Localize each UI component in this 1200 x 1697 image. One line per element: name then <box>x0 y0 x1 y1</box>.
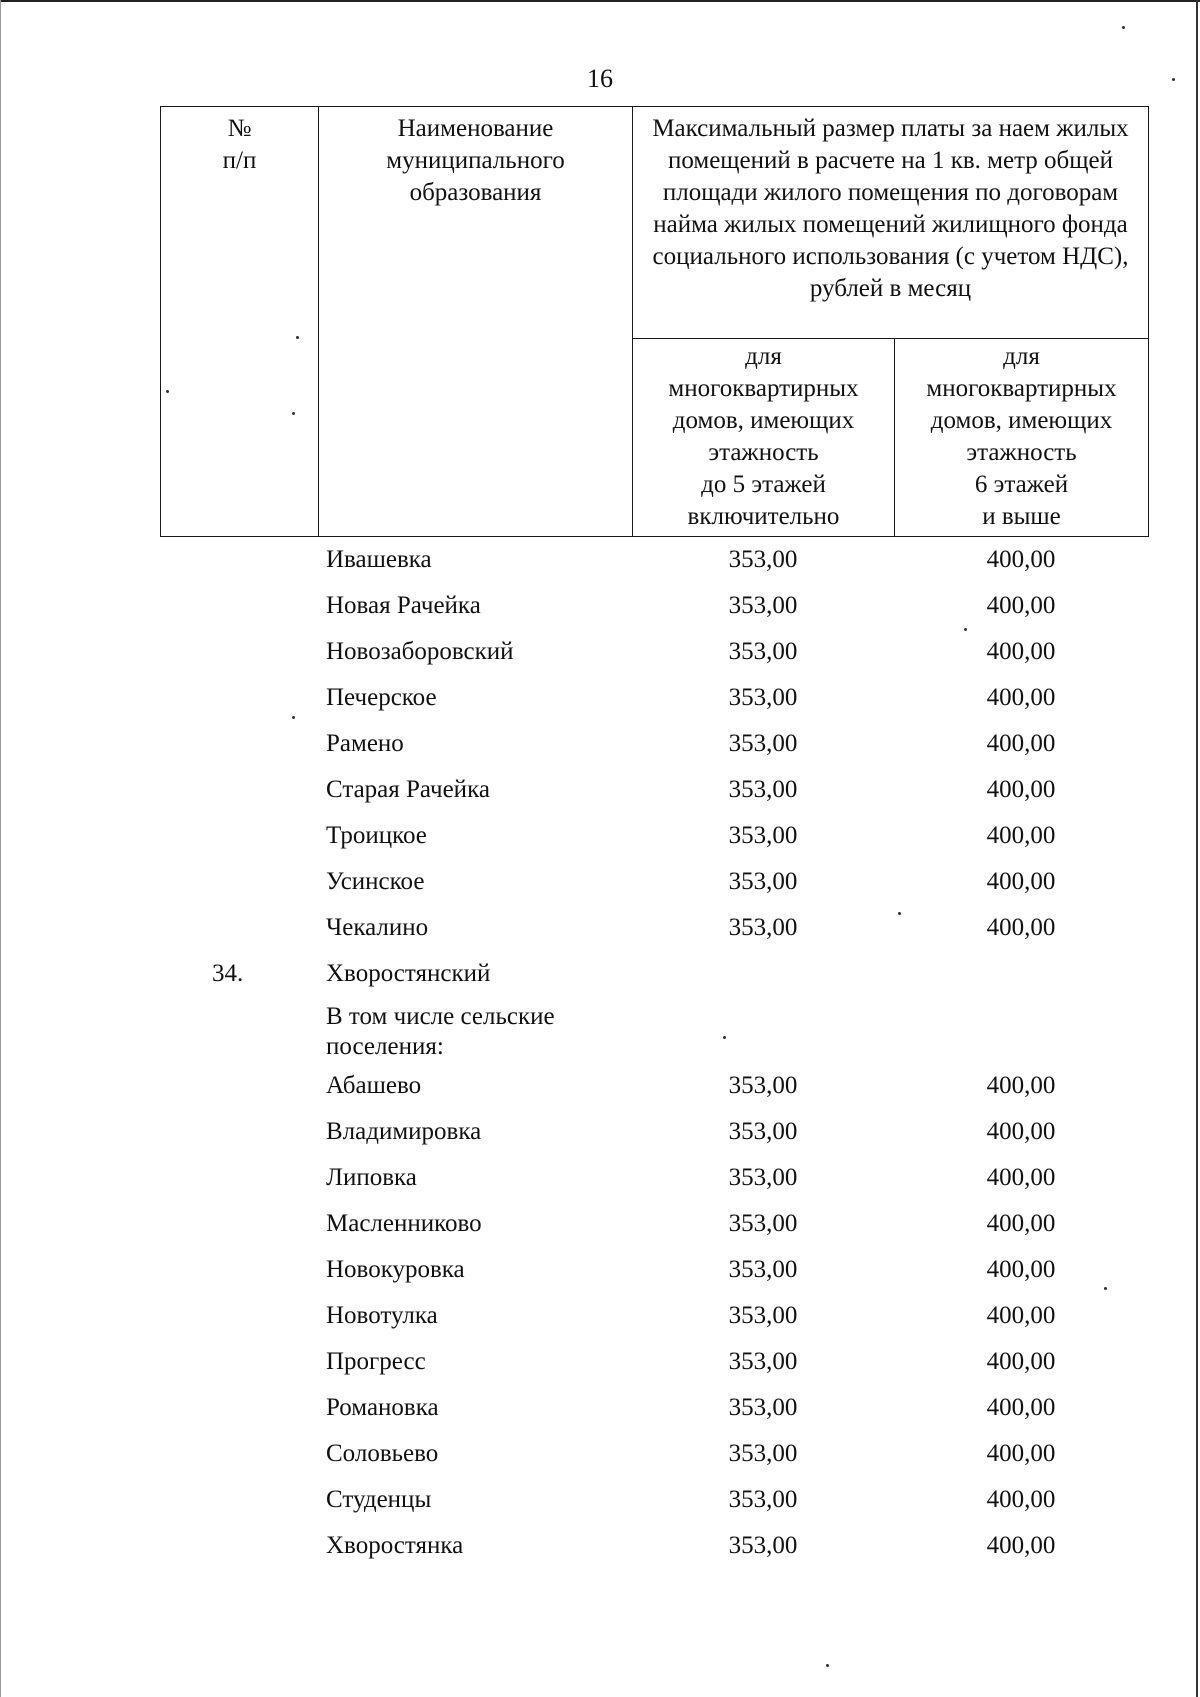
table-header <box>160 106 1149 537</box>
fee-6-floors-and-above: 400,00 <box>986 1348 1056 1375</box>
header-name-column: Наименование муниципального образования <box>319 107 633 537</box>
table-row <box>160 1439 1148 1479</box>
table-row <box>160 637 1148 677</box>
fee-up-to-5-floors: 353,00 <box>728 684 798 711</box>
fee-up-to-5-floors: 353,00 <box>728 1302 798 1329</box>
table-row <box>160 1071 1148 1111</box>
fee-up-to-5-floors: 353,00 <box>728 1164 798 1191</box>
table-row <box>160 1347 1148 1387</box>
table-row <box>160 913 1148 953</box>
fee-up-to-5-floors: 353,00 <box>728 822 798 849</box>
municipality-name: Ивашевка <box>326 546 432 573</box>
table-row <box>160 729 1148 769</box>
municipality-name: Старая Рачейка <box>326 776 490 803</box>
fee-up-to-5-floors: 353,00 <box>728 1394 798 1421</box>
fee-6-floors-and-above: 400,00 <box>986 1210 1056 1237</box>
table-row <box>160 959 1148 999</box>
table-row <box>160 1393 1148 1433</box>
scan-edge-right <box>1196 0 1198 1697</box>
scan-speck <box>898 912 901 915</box>
municipality-name: Новокуровка <box>326 1256 465 1283</box>
fee-up-to-5-floors: 353,00 <box>728 592 798 619</box>
municipality-name: Абашево <box>326 1072 422 1099</box>
municipality-name: Романовка <box>326 1394 439 1421</box>
municipality-name: Соловьево <box>326 1440 439 1467</box>
header-max-fee-group: Максимальный размер платы за наем жилых помещений в расчете на 1 кв. метр общей площади жилого помещения по договорам найма жилых помещений жилищного фонда социального использования (с учетом НДС), рублей в месяц <box>633 107 1149 339</box>
table-row <box>160 1163 1148 1203</box>
table-row <box>160 1301 1148 1341</box>
table-row <box>160 1002 1148 1060</box>
fee-6-floors-and-above: 400,00 <box>986 1164 1056 1191</box>
municipality-name: Хворостянский <box>326 960 491 987</box>
municipality-name: Липовка <box>326 1164 417 1191</box>
fee-up-to-5-floors: 353,00 <box>728 1348 798 1375</box>
table-row <box>160 1255 1148 1295</box>
fee-6-floors-and-above: 400,00 <box>986 1072 1056 1099</box>
table-row <box>160 591 1148 631</box>
fee-6-floors-and-above: 400,00 <box>986 1532 1056 1559</box>
fee-6-floors-and-above: 400,00 <box>986 914 1056 941</box>
municipality-name: Троицкое <box>326 822 427 849</box>
fee-up-to-5-floors: 353,00 <box>728 914 798 941</box>
fee-up-to-5-floors: 353,00 <box>728 1440 798 1467</box>
municipality-name: Новотулка <box>326 1302 438 1329</box>
scan-speck <box>1104 1287 1107 1290</box>
table-row <box>160 775 1148 815</box>
fee-6-floors-and-above: 400,00 <box>986 1256 1056 1283</box>
scan-speck <box>292 716 295 719</box>
fee-up-to-5-floors: 353,00 <box>728 1486 798 1513</box>
municipality-name: Усинское <box>326 868 425 895</box>
fee-up-to-5-floors: 353,00 <box>728 1256 798 1283</box>
fee-up-to-5-floors: 353,00 <box>728 776 798 803</box>
page-number: 16 <box>587 64 613 93</box>
municipality-name: Студенцы <box>326 1486 432 1513</box>
table-row <box>160 1209 1148 1249</box>
fee-6-floors-and-above: 400,00 <box>986 1118 1056 1145</box>
fee-6-floors-and-above: 400,00 <box>986 638 1056 665</box>
table-row <box>160 821 1148 861</box>
header-6-floors-and-above: для многоквартирных домов, имеющих этажность 6 этажей и выше <box>895 339 1149 537</box>
fee-6-floors-and-above: 400,00 <box>986 822 1056 849</box>
municipality-name: В том числе сельские поселения: <box>326 1003 555 1060</box>
header-up-to-5-floors: для многоквартирных домов, имеющих этажность до 5 этажей включительно <box>633 339 895 537</box>
fee-6-floors-and-above: 400,00 <box>986 868 1056 895</box>
fee-6-floors-and-above: 400,00 <box>986 1302 1056 1329</box>
municipality-name: Рамено <box>326 730 404 757</box>
scan-speck <box>1172 78 1175 81</box>
fee-6-floors-and-above: 400,00 <box>986 730 1056 757</box>
fee-up-to-5-floors: 353,00 <box>728 730 798 757</box>
scan-speck <box>292 412 295 415</box>
scan-speck <box>166 390 169 393</box>
fee-up-to-5-floors: 353,00 <box>728 1118 798 1145</box>
fee-6-floors-and-above: 400,00 <box>986 1440 1056 1467</box>
municipality-name: Печерское <box>326 684 437 711</box>
fee-6-floors-and-above: 400,00 <box>986 776 1056 803</box>
scan-speck <box>723 1036 726 1039</box>
scan-speck <box>1122 26 1125 29</box>
municipality-name: Чекалино <box>326 914 429 941</box>
table-row <box>160 1485 1148 1525</box>
scan-speck <box>964 628 967 631</box>
scan-speck <box>296 336 299 339</box>
municipality-name: Новая Рачейка <box>326 592 481 619</box>
municipality-name: Владимировка <box>326 1118 482 1145</box>
scan-edge-top <box>0 0 1200 2</box>
fee-up-to-5-floors: 353,00 <box>728 868 798 895</box>
scan-edge-left <box>0 0 1 1697</box>
header-number-column: № п/п <box>161 107 319 537</box>
fee-6-floors-and-above: 400,00 <box>986 1486 1056 1513</box>
fee-up-to-5-floors: 353,00 <box>728 546 798 573</box>
table-row <box>160 1531 1148 1571</box>
fee-up-to-5-floors: 353,00 <box>728 1210 798 1237</box>
table-row <box>160 1117 1148 1157</box>
fee-up-to-5-floors: 353,00 <box>728 1532 798 1559</box>
table-row <box>160 867 1148 907</box>
municipality-name: Масленниково <box>326 1210 482 1237</box>
municipality-name: Хворостянка <box>326 1532 464 1559</box>
fee-6-floors-and-above: 400,00 <box>986 1394 1056 1421</box>
fee-up-to-5-floors: 353,00 <box>728 1072 798 1099</box>
scan-speck <box>826 1664 829 1667</box>
table-row <box>160 545 1148 585</box>
municipality-name: Новозаборовский <box>326 638 514 665</box>
row-number: 34. <box>212 960 244 987</box>
fee-up-to-5-floors: 353,00 <box>728 638 798 665</box>
fee-6-floors-and-above: 400,00 <box>986 546 1056 573</box>
fee-6-floors-and-above: 400,00 <box>986 592 1056 619</box>
fee-6-floors-and-above: 400,00 <box>986 684 1056 711</box>
municipality-name: Прогресс <box>326 1348 426 1375</box>
table-row <box>160 683 1148 723</box>
